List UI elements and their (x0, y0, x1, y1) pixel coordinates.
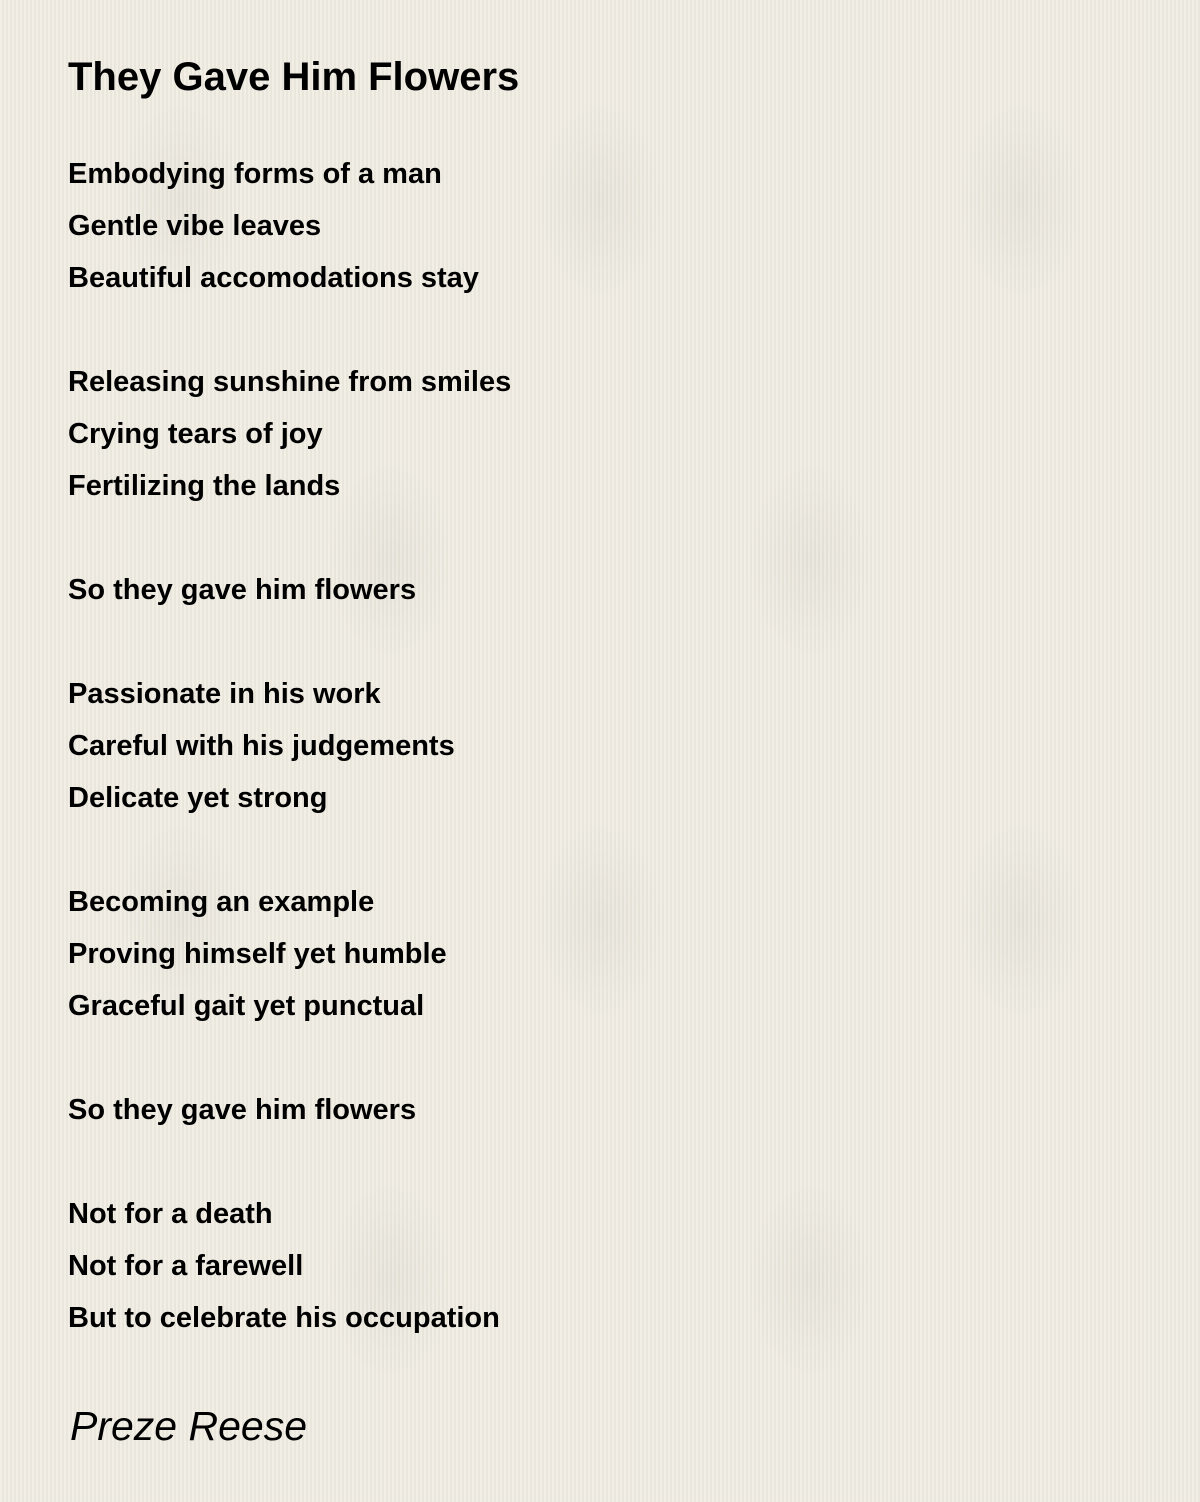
stanza (68, 356, 511, 512)
stanza (68, 876, 511, 1032)
poem-line: Proving himself yet humble (68, 938, 447, 970)
poem-body (68, 148, 511, 1396)
poem-line: Releasing sunshine from smiles (68, 366, 512, 398)
poem-line: Delicate yet strong (68, 782, 328, 814)
poem-title: They Gave Him Flowers (68, 55, 520, 99)
poem-line: Not for a death (68, 1198, 273, 1230)
poem-line: Gentle vibe leaves (68, 210, 322, 242)
poem-author: Preze Reese (70, 1403, 308, 1449)
poem-line: Becoming an example (68, 886, 375, 918)
poem-line: So they gave him flowers (68, 1094, 417, 1126)
poem-line: Fertilizing the lands (68, 470, 341, 502)
poem-line: Graceful gait yet punctual (68, 990, 425, 1022)
poem-line: Crying tears of joy (68, 418, 323, 450)
stanza (68, 1084, 511, 1136)
stanza (68, 1188, 511, 1344)
stanza (68, 668, 511, 824)
poem-line: Passionate in his work (68, 678, 381, 710)
poem-line: Careful with his judgements (68, 730, 455, 762)
poem-line: Not for a farewell (68, 1250, 304, 1282)
stanza (68, 564, 511, 616)
poem-line: Beautiful accomodations stay (68, 262, 479, 294)
stanza (68, 148, 511, 304)
poem-line: But to celebrate his occupation (68, 1302, 500, 1334)
poem-line: So they gave him flowers (68, 574, 417, 606)
poem-card (68, 0, 1148, 1502)
poem-line: Embodying forms of a man (68, 158, 442, 190)
